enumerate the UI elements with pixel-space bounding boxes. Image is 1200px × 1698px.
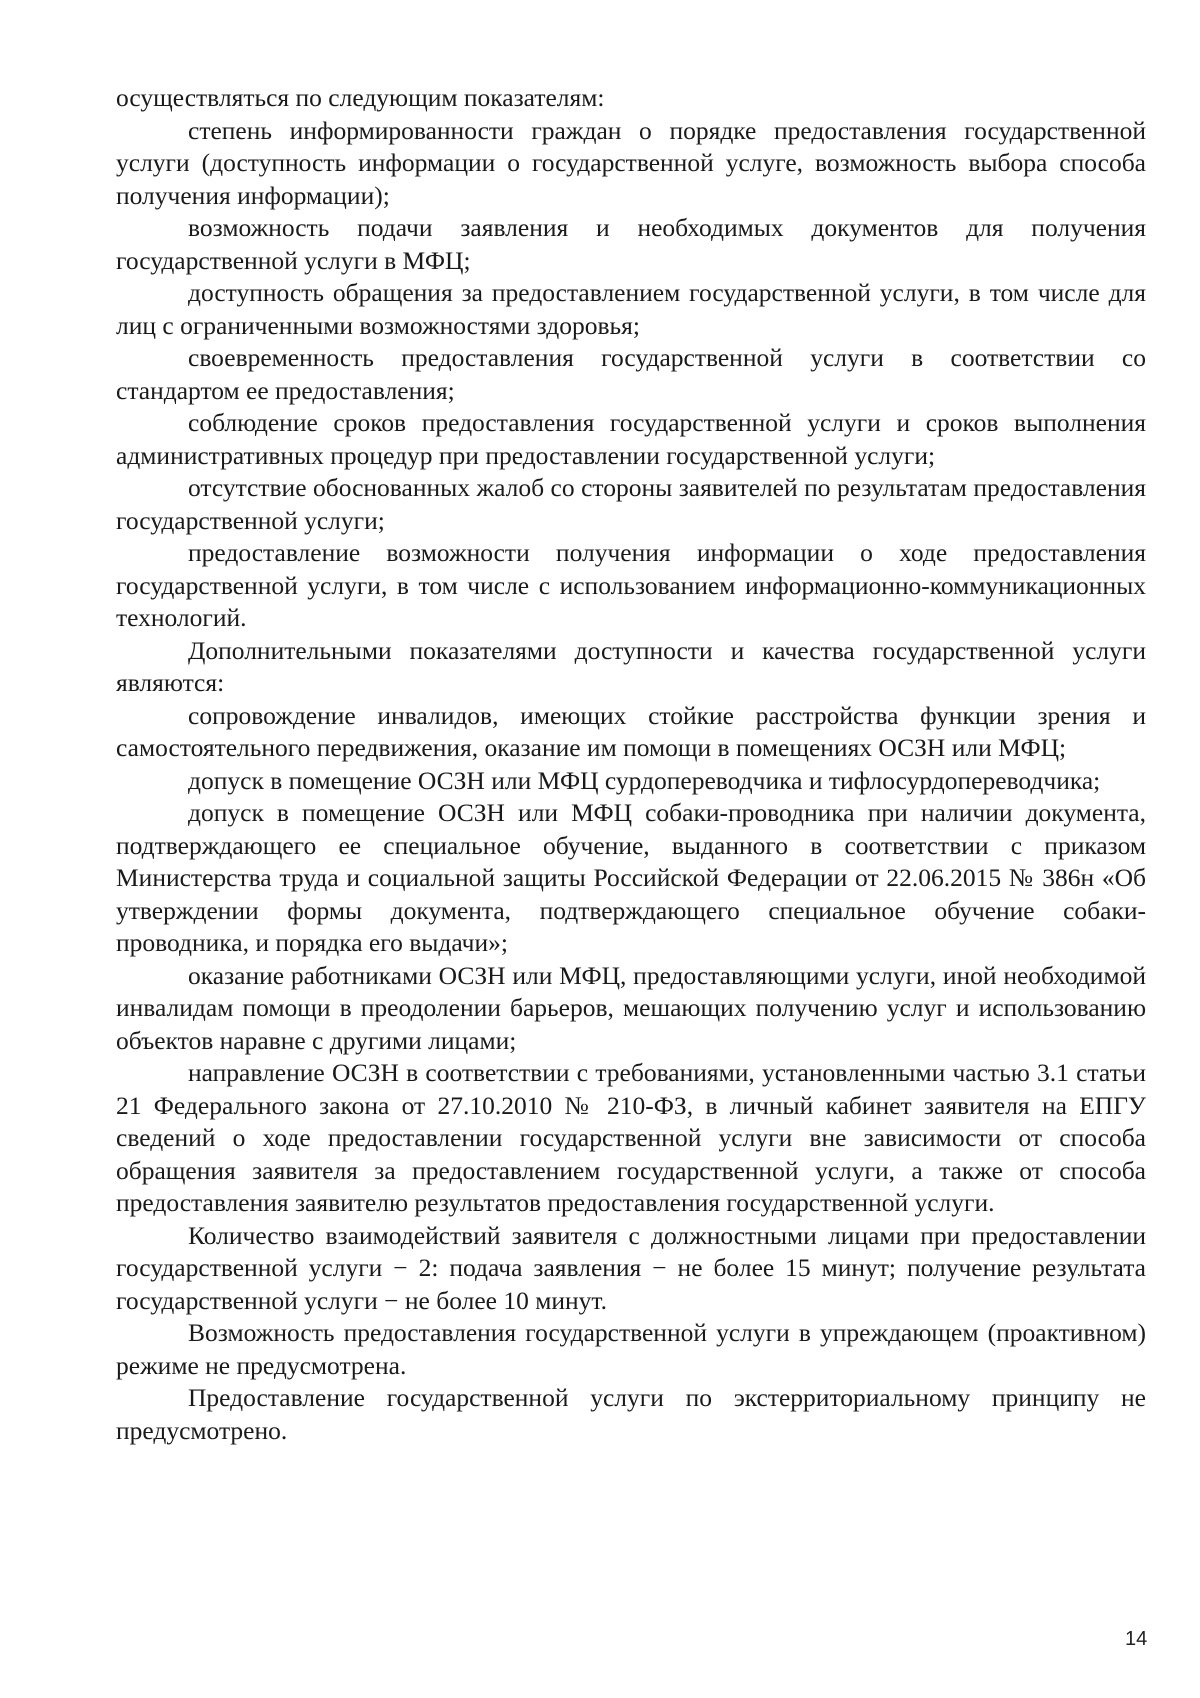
- paragraph-1: осуществляться по следующим показателям:: [116, 83, 605, 112]
- paragraph-9: Дополнительными показателями доступности и качества государственной услуги являются:: [116, 635, 1146, 697]
- paragraph-8: предоставление возможности получения информации о ходе предоставления государственной услуги, в том числе с использованием информационно-коммуникационных технологий.: [116, 538, 1146, 632]
- paragraph-6: соблюдение сроков предоставления государственной услуги и сроков выполнения административных процедур при предоставлении государственной услуги;: [116, 408, 1146, 470]
- paragraph-13: оказание работниками ОСЗН или МФЦ, предоставляющими услуги, иной необходимой инвалидам помощи в преодолении барьеров, мешающих получению услуг и использованию объектов наравне с другими лицами;: [116, 960, 1146, 1055]
- paragraph-4: доступность обращения за предоставлением государственной услуги, в том числе для лиц с ограниченными возможностями здоровья;: [116, 278, 1146, 340]
- paragraph-3: возможность подачи заявления и необходимых документов для получения государственной услуги в МФЦ;: [116, 213, 1146, 275]
- document-body: [116, 82, 1146, 1447]
- paragraph-12: допуск в помещение ОСЗН или МФЦ собаки-проводника при наличии документа, подтверждающего ее специальное обучение, выданного в соответствии с приказом Министерства труда и социальной защиты Российской Федерации от 22.06.2015 № 386н «Об утверждении формы документа, подтверждающего специальное обучение собаки-проводника, и порядка его выдачи»;: [116, 798, 1146, 957]
- paragraph-14: направление ОСЗН в соответствии с требованиями, установленными частью 3.1 статьи 21 Федерального закона от 27.10.2010 № 210-ФЗ, в личный кабинет заявителя на ЕПГУ сведений о ходе предоставлении государственной услуги вне зависимости от способа обращения заявителя за предоставлением государственной услуги, а также от способа предоставления заявителю результатов предоставления государственной услуги.: [116, 1058, 1146, 1217]
- paragraph-10: сопровождение инвалидов, имеющих стойкие расстройства функции зрения и самостоятельного передвижения, оказание им помощи в помещениях ОСЗН или МФЦ;: [116, 700, 1146, 762]
- paragraph-11: допуск в помещение ОСЗН или МФЦ сурдопереводчика и тифлосурдопереводчика;: [188, 765, 1101, 795]
- paragraph-2: степень информированности граждан о порядке предоставления государственной услуги (доступность информации о государственной услуге, возможность выбора способа получения информации);: [116, 115, 1146, 210]
- paragraph-15: Количество взаимодействий заявителя с должностными лицами при предоставлении государственной услуги − 2: подача заявления − не более 15 минут; получение результата государственной услуги − не более 10 минут.: [116, 1220, 1146, 1315]
- paragraph-5: своевременность предоставления государственной услуги в соответствии со стандартом ее предоставления;: [116, 343, 1146, 405]
- paragraph-17: Предоставление государственной услуги по экстерриториальному принципу не предусмотрено.: [116, 1383, 1146, 1445]
- paragraph-16: Возможность предоставления государственной услуги в упреждающем (проактивном) режиме не предусмотрена.: [116, 1318, 1146, 1380]
- paragraph-7: отсутствие обоснованных жалоб со стороны заявителей по результатам предоставления государственной услуги;: [116, 473, 1146, 535]
- page-number: 14: [1125, 1628, 1148, 1650]
